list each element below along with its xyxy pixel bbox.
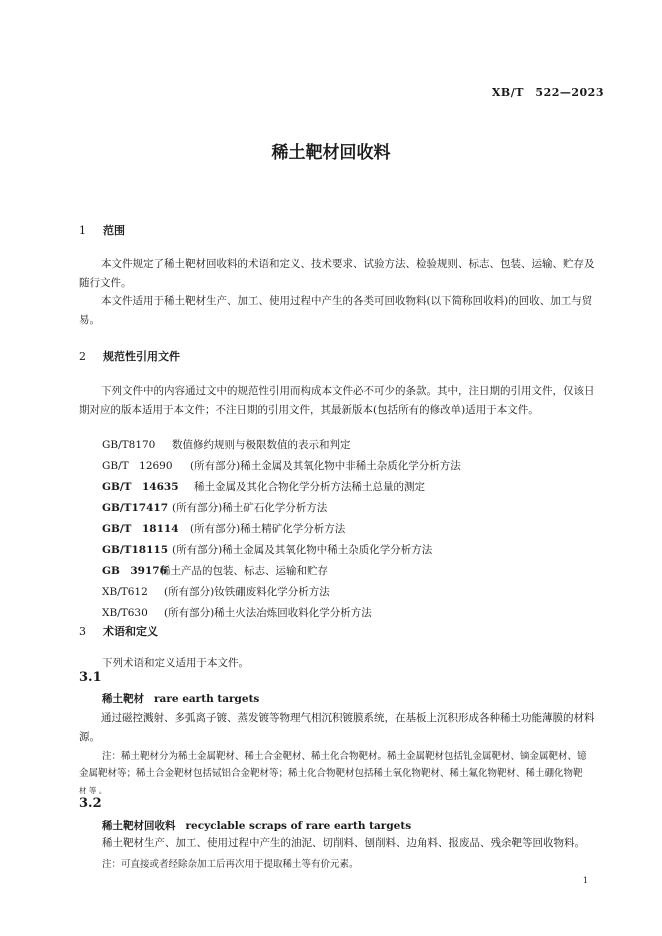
reference-title: (所有部分)稀土精矿化学分析方法 bbox=[190, 523, 346, 535]
term-chinese: 稀土靶材 bbox=[102, 693, 144, 705]
term-3-1-note-line: 金属靶材等；稀土合金靶材包括铽铝合金靶材等；稀土化合物靶材包括稀土氧化物靶材、稀土氟化物靶材、稀土硼化物靶 bbox=[79, 768, 583, 779]
reference-item bbox=[102, 584, 330, 599]
reference-code: GB/T 12690 bbox=[102, 460, 173, 472]
terms-intro: 下列术语和定义适用于本文件。 bbox=[102, 657, 249, 669]
reference-code: GB/T 18114 bbox=[102, 523, 179, 535]
reference-title: (所有部分)稀土金属及其氧化物中非稀土杂质化学分析方法 bbox=[190, 460, 461, 472]
reference-title: (所有部分)钕铁硼废料化学分析方法 bbox=[164, 586, 330, 598]
reference-code: GB/T 14635 bbox=[102, 481, 179, 493]
reference-title: 稀土金属及其化合物化学分析方法稀土总量的测定 bbox=[194, 481, 425, 493]
term-chinese: 稀土靶材回收料 bbox=[102, 820, 176, 832]
reference-item bbox=[102, 479, 425, 494]
section-2-heading bbox=[79, 348, 180, 364]
clause-3-1-number: 3.1 bbox=[79, 670, 102, 685]
section-3-heading bbox=[79, 623, 158, 639]
reference-item bbox=[102, 500, 327, 515]
section-3-number: 3 bbox=[79, 625, 86, 638]
term-3-1-note-line: 材 等 。 bbox=[79, 786, 107, 795]
term-3-2-note: 注：可直接或者经除杂加工后再次用于提取稀土等有价元素。 bbox=[102, 859, 359, 870]
reference-title: (所有部分)稀土金属及其氧化物中稀土杂质化学分析方法 bbox=[172, 544, 433, 556]
section-1-heading bbox=[79, 222, 125, 238]
reference-code: GB/T17417 bbox=[102, 502, 169, 514]
standard-code: XB/T 522—2023 bbox=[491, 86, 604, 99]
term-english: rare earth targets bbox=[154, 693, 260, 705]
section-1-number: 1 bbox=[79, 224, 86, 237]
reference-item bbox=[102, 605, 372, 620]
section-3-title: 术语和定义 bbox=[103, 625, 158, 638]
reference-title: 数值修约规则与极限数值的表示和判定 bbox=[172, 439, 351, 451]
term-3-2-definition: 稀土靶材生产、加工、使用过程中产生的油泥、切削料、刨削料、边角料、报废品、残余靶等回收物料。 bbox=[102, 837, 585, 849]
section-1-title: 范围 bbox=[103, 224, 125, 237]
term-english: recyclable scraps of rare earth targets bbox=[185, 820, 412, 832]
reference-code: GB 39176 bbox=[102, 565, 167, 577]
reference-item bbox=[102, 521, 345, 536]
scope-paragraph-1: 本文件规定了稀土靶材回收料的术语和定义、技术要求、试验方法、检验规则、标志、包装、运输、贮存及随行文件。 bbox=[79, 258, 595, 289]
normative-references-intro: 下列文件中的内容通过文中的规范性引用而构成本文件必不可少的条款。其中，注日期的引用文件，仅该日期对应的版本适用于本文件；不注日期的引用文件，其最新版本(包括所有的修改单)适用于本文件。 bbox=[79, 385, 595, 416]
term-3-1-definition: 通过磁控溅射、多弧离子镀、蒸发镀等物理气相沉积镀膜系统，在基板上沉积形成各种稀土功能薄膜的材料源。 bbox=[79, 712, 595, 743]
page-number: 1 bbox=[582, 876, 588, 885]
reference-title: (所有部分)稀土矿石化学分析方法 bbox=[172, 502, 328, 514]
reference-code: XB/T612 bbox=[102, 586, 148, 598]
reference-item bbox=[102, 458, 461, 473]
term-3-1 bbox=[102, 691, 259, 706]
reference-item bbox=[102, 542, 432, 557]
clause-3-2-number: 3.2 bbox=[79, 796, 102, 811]
term-3-2 bbox=[102, 818, 411, 833]
reference-code: GB/T8170 bbox=[102, 439, 156, 451]
reference-item bbox=[102, 437, 351, 452]
section-2-title: 规范性引用文件 bbox=[103, 350, 180, 363]
reference-code: XB/T630 bbox=[102, 607, 148, 619]
scope-paragraph-2: 本文件适用于稀土靶材生产、加工、使用过程中产生的各类可回收物料(以下简称回收料)的回收、加工与贸易。 bbox=[79, 295, 593, 326]
reference-title: (所有部分)稀土火法冶炼回收料化学分析方法 bbox=[164, 607, 372, 619]
section-2-number: 2 bbox=[79, 350, 86, 363]
term-3-1-note-line: 注：稀土靶材分为稀土金属靶材、稀土合金靶材、稀土化合物靶材。稀土金属靶材包括钆金属靶材、镝金属靶材、镱 bbox=[102, 751, 587, 762]
reference-code: GB/T18115 bbox=[102, 544, 169, 556]
reference-title: 稀土产品的包装、标志、运输和贮存 bbox=[160, 565, 328, 577]
document-title: 稀土靶材回收料 bbox=[271, 143, 391, 163]
reference-item bbox=[102, 563, 328, 578]
